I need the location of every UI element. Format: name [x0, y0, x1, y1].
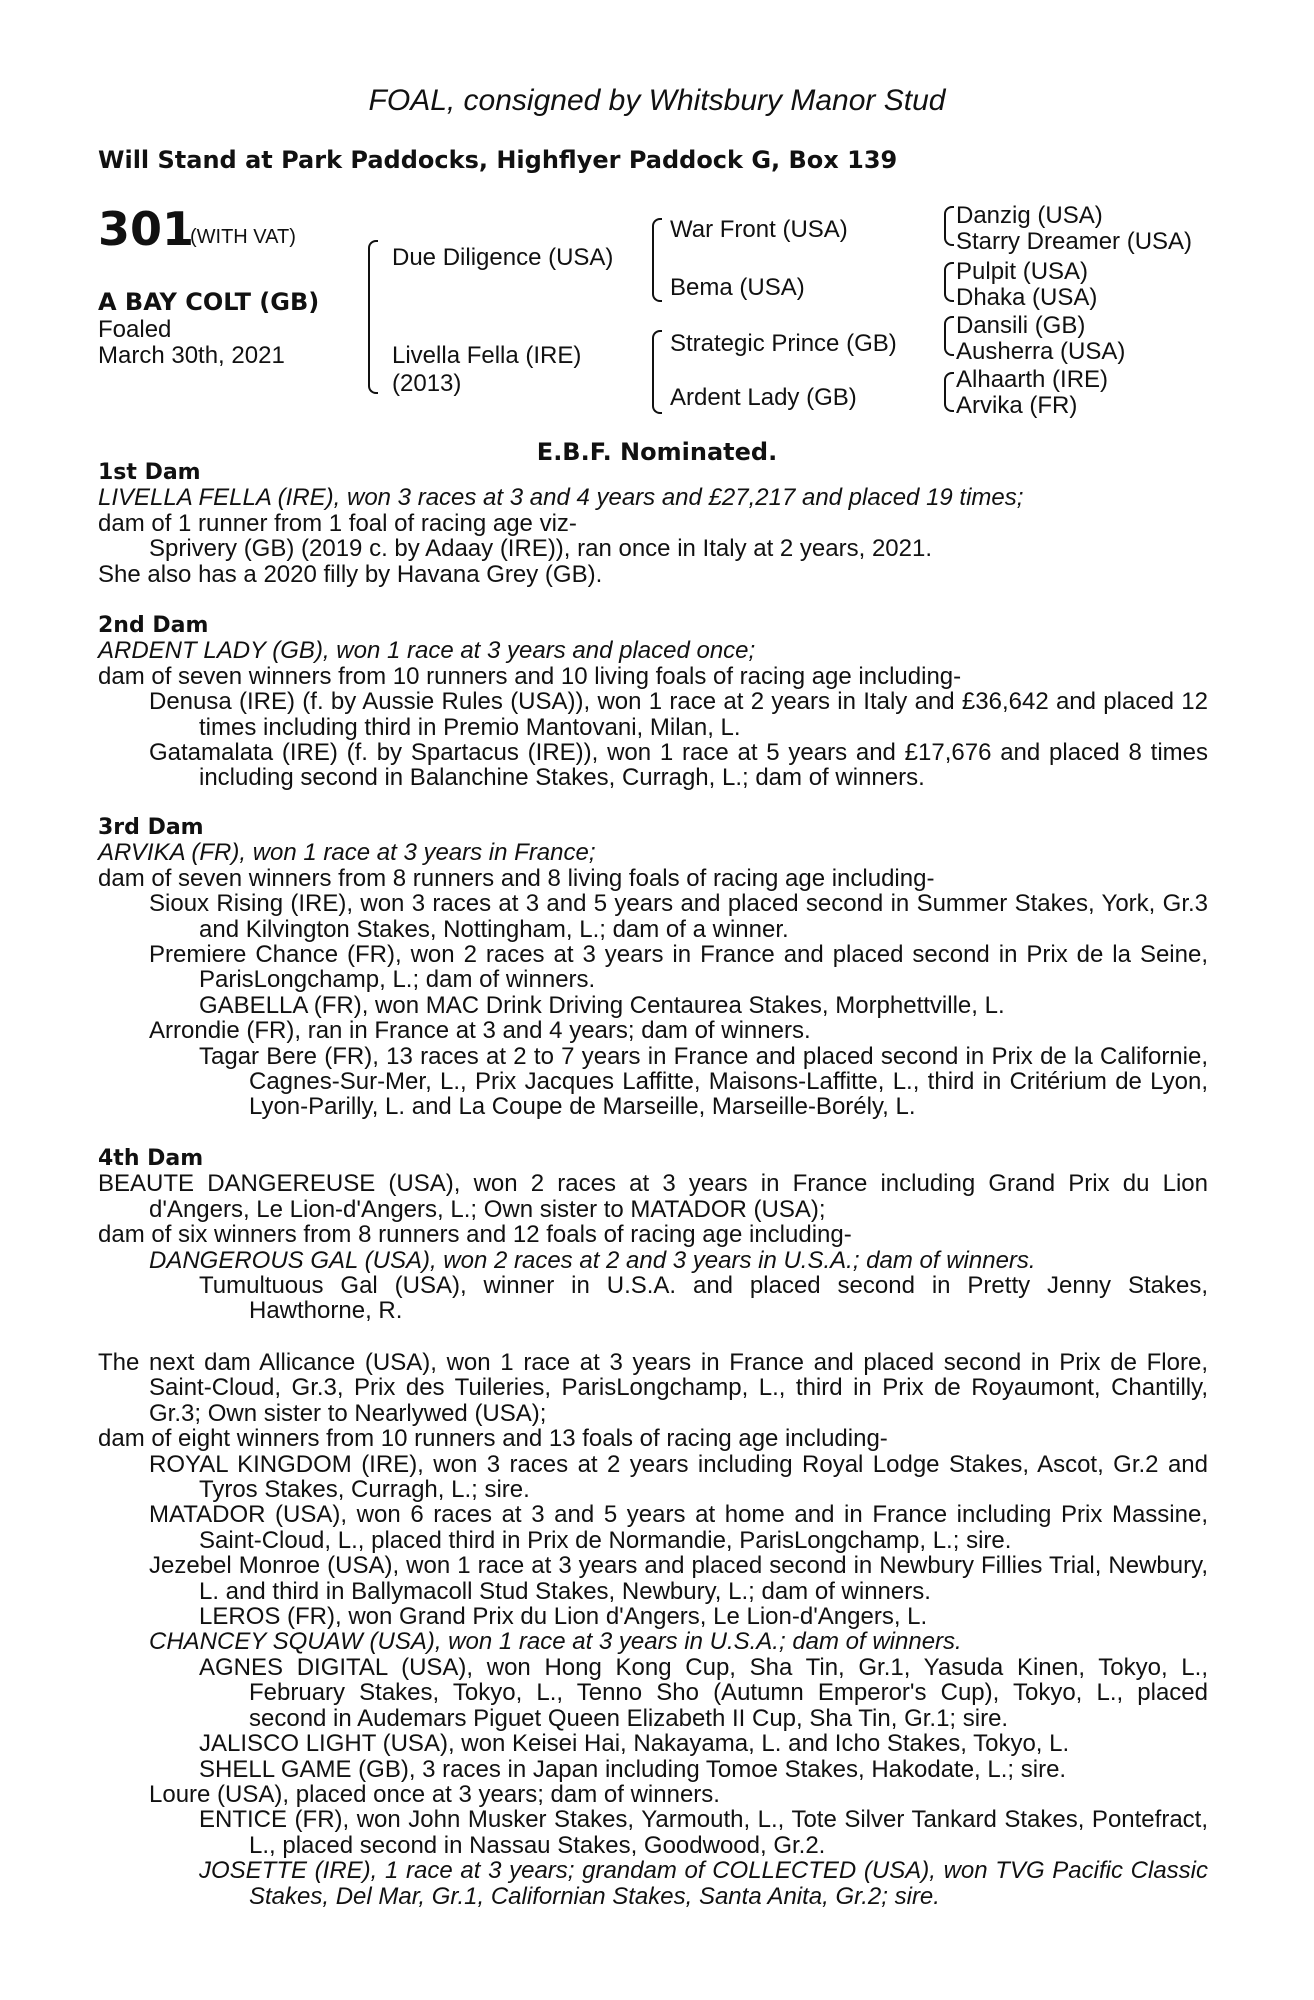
second-dam-entry: Gatamalata (IRE) (f. by Spartacus (IRE)), won 1 race at 5 years and £17,676 and placed 8 times including second in Balanchine Stakes, Curragh, L.; dam of winners.: [149, 739, 1208, 792]
third-dam-line: ARVIKA (FR), won 1 race at 3 years in France;: [98, 839, 596, 867]
next-dam-entry: Loure (USA), placed once at 3 years; dam of winners.: [149, 1780, 720, 1808]
fourth-dam-line: dam of six winners from 8 runners and 12 foals of racing age including-: [98, 1221, 852, 1249]
second-dam-entry: Denusa (IRE) (f. by Aussie Rules (USA)), won 1 race at 2 years in Italy and £36,642 and placed 12 times including third in Premio Mantovani, Milan, L.: [149, 688, 1208, 741]
next-dam-entry: JALISCO LIGHT (USA), won Keisei Hai, Nakayama, L. and Icho Stakes, Tokyo, L.: [199, 1730, 1070, 1758]
first-dam-heading: 1st Dam: [98, 460, 201, 485]
pedigree-sdd: Dhaka (USA): [956, 284, 1098, 311]
second-dam-heading: 2nd Dam: [98, 613, 209, 638]
first-dam-line: She also has a 2020 filly by Havana Grey (GB).: [98, 560, 603, 588]
foaled-date: March 30th, 2021: [98, 342, 285, 369]
next-dam-line: The next dam Allicance (USA), won 1 race at 3 years in France and placed second in Prix de Flore, Saint-Cloud, Gr.3, Prix des Tuileries, ParisLongchamp, L., third in Prix de Royaumont, Chantilly, Gr.3; Own sister to Nearlywed (USA);: [98, 1349, 1208, 1427]
first-dam-produce: Sprivery (GB) (2019 c. by Adaay (IRE)), ran once in Italy at 2 years, 2021.: [149, 535, 933, 563]
next-dam-entry: ENTICE (FR), won John Musker Stakes, Yarmouth, L., Tote Silver Tankard Stakes, Pontefract, L., placed second in Nassau Stakes, Goodwood, Gr.2.: [199, 1806, 1208, 1859]
third-dam-entry: Tagar Bere (FR), 13 races at 2 to 7 years in France and placed second in Prix de la Californie, Cagnes-Sur-Mer, L., Prix Jacques Laffitte, Maisons-Laffitte, L., third in Critérium de Lyon, Lyon-Parilly, L. and La Coupe de Marseille, Marseille-Borély, L.: [199, 1042, 1208, 1121]
third-dam-entry: Premiere Chance (FR), won 2 races at 3 years in France and placed second in Prix de la Seine, ParisLongchamp, L.; dam of winners.: [149, 941, 1208, 994]
foaled-label: Foaled: [98, 316, 172, 343]
next-dam-entry: Jezebel Monroe (USA), won 1 race at 3 years and placed second in Newbury Fillies Trial, Newbury, L. and third in Ballymacoll Stud Stakes, Newbury, L.; dam of winners.: [149, 1552, 1208, 1605]
second-dam-line: dam of seven winners from 10 runners and 10 living foals of racing age including-: [98, 662, 962, 690]
pedigree-ddd: Arvika (FR): [956, 392, 1078, 419]
nomination: E.B.F. Nominated.: [536, 438, 778, 466]
next-dam-entry: AGNES DIGITAL (USA), won Hong Kong Cup, Sha Tin, Gr.1, Yasuda Kinen, Tokyo, L., February Stakes, Tokyo, L., Tenno Sho (Autumn Emperor's Cup), Tokyo, L., placed second in Audemars Piguet Queen Elizabeth II Cup, Sha Tin, Gr.1; sire.: [199, 1653, 1208, 1732]
pedigree-sire: Due Diligence (USA): [392, 244, 614, 271]
first-dam-line: LIVELLA FELLA (IRE), won 3 races at 3 and 4 years and £27,217 and placed 19 times;: [98, 484, 1024, 512]
first-dam-line: dam of 1 runner from 1 foal of racing age viz-: [98, 509, 577, 537]
pedigree-dam-dam: Ardent Lady (GB): [670, 384, 857, 411]
pedigree-dam-year: (2013): [392, 370, 462, 397]
pedigree-sss: Danzig (USA): [956, 202, 1103, 229]
third-dam-line: dam of seven winners from 8 runners and 8 living foals of racing age including-: [98, 864, 935, 892]
third-dam-heading: 3rd Dam: [98, 815, 204, 840]
fourth-dam-entry: DANGEROUS GAL (USA), won 2 races at 2 and 3 years in U.S.A.; dam of winners.: [149, 1246, 1036, 1274]
pedigree-dss: Dansili (GB): [956, 312, 1086, 339]
stand-location: Will Stand at Park Paddocks, Highflyer Paddock G, Box 139: [98, 146, 898, 174]
fourth-dam-entry: Tumultuous Gal (USA), winner in U.S.A. and placed second in Pretty Jenny Stakes, Hawthorne, R.: [199, 1272, 1208, 1325]
pedigree-brace-dd: [944, 372, 954, 412]
vat-label: (WITH VAT): [190, 226, 296, 248]
next-dam-entry: MATADOR (USA), won 6 races at 3 and 5 years at home and in France including Prix Massine, Saint-Cloud, L., placed third in Prix de Normandie, ParisLongchamp, L.; sire.: [149, 1501, 1208, 1554]
pedigree-brace-main: [368, 240, 378, 394]
pedigree-dam: Livella Fella (IRE): [392, 342, 582, 369]
next-dam-entry: CHANCEY SQUAW (USA), won 1 race at 3 years in U.S.A.; dam of winners.: [149, 1628, 962, 1656]
pedigree-dam-sire: Strategic Prince (GB): [670, 330, 897, 357]
pedigree-brace-sire: [652, 218, 662, 302]
next-dam-entry: LEROS (FR), won Grand Prix du Lion d'Angers, Le Lion-d'Angers, L.: [199, 1603, 928, 1631]
pedigree-sire-sire: War Front (USA): [670, 216, 848, 243]
next-dam-entry: ROYAL KINGDOM (IRE), won 3 races at 2 years including Royal Lodge Stakes, Ascot, Gr.2 and Tyros Stakes, Curragh, L.; sire.: [149, 1450, 1208, 1504]
pedigree-sds: Pulpit (USA): [956, 258, 1089, 285]
third-dam-entry: Arrondie (FR), ran in France at 3 and 4 years; dam of winners.: [149, 1017, 811, 1045]
pedigree-brace-sd: [944, 262, 954, 302]
pedigree-ssd: Starry Dreamer (USA): [956, 228, 1193, 255]
fourth-dam-heading: 4th Dam: [98, 1146, 204, 1171]
second-dam-section: [98, 613, 1208, 791]
second-dam-line: ARDENT LADY (GB), won 1 race at 3 years and placed once;: [98, 637, 756, 665]
pedigree-sire-dam: Bema (USA): [670, 274, 805, 301]
next-dam-line: dam of eight winners from 10 runners and 13 foals of racing age including-: [98, 1425, 888, 1453]
page-title: FOAL, consigned by Whitsbury Manor Stud: [368, 84, 946, 117]
pedigree-dsd: Ausherra (USA): [956, 338, 1126, 365]
third-dam-section: [98, 815, 1208, 1120]
pedigree-brace-dam: [652, 330, 662, 414]
pedigree-brace-ds: [944, 316, 954, 356]
fourth-dam-section: [98, 1146, 1208, 1324]
next-dam-section: [98, 1350, 1208, 1909]
pedigree-brace-ss: [944, 206, 954, 246]
fourth-dam-line: BEAUTE DANGEREUSE (USA), won 2 races at 3 years in France including Grand Prix du Lion d'Angers, Le Lion-d'Angers, L.; Own sister to MATADOR (USA);: [98, 1170, 1208, 1223]
first-dam-section: [98, 460, 1208, 587]
lot-number: 301: [98, 202, 195, 256]
next-dam-entry: JOSETTE (IRE), 1 race at 3 years; grandam of COLLECTED (USA), won TVG Pacific Classic Stakes, Del Mar, Gr.1, Californian Stakes, Santa Anita, Gr.2; sire.: [199, 1857, 1208, 1910]
next-dam-entry: SHELL GAME (GB), 3 races in Japan including Tomoe Stakes, Hakodate, L.; sire.: [199, 1755, 1067, 1783]
lot-description: A BAY COLT (GB): [98, 288, 320, 316]
third-dam-entry: GABELLA (FR), won MAC Drink Driving Centaurea Stakes, Morphettville, L.: [199, 991, 1005, 1019]
third-dam-entry: Sioux Rising (IRE), won 3 races at 3 and 5 years and placed second in Summer Stakes, York, Gr.3 and Kilvington Stakes, Nottingham, L.; dam of a winner.: [149, 890, 1208, 943]
pedigree-dds: Alhaarth (IRE): [956, 366, 1109, 393]
